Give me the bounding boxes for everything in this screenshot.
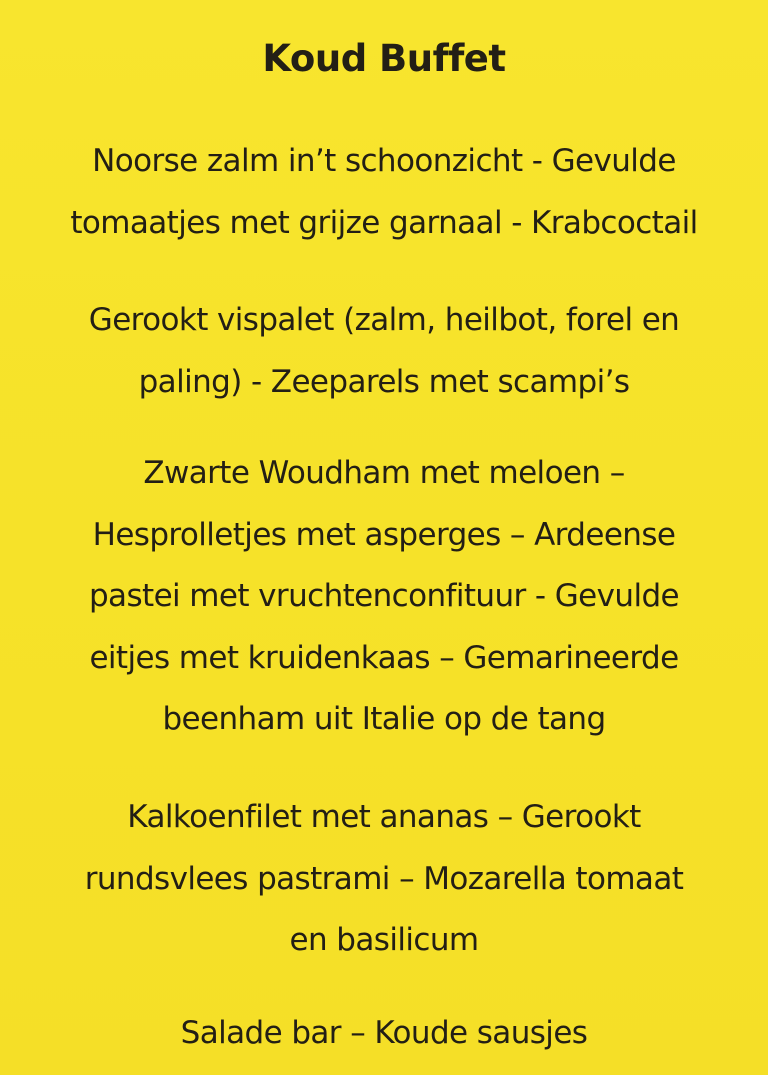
menu-line: Hesprolletjes met asperges – Ardeense <box>92 516 676 553</box>
menu-line: Gerookt vispalet (zalm, heilbot, forel en <box>88 302 680 338</box>
menu-line: Kalkoenfilet met ananas – Gerookt <box>127 799 641 835</box>
menu-section-5 <box>0 1003 768 1065</box>
menu-line: tomaatjes met grijze garnaal - Krabcoctail <box>70 204 698 241</box>
menu-section-1 <box>0 131 768 254</box>
menu-section-4 <box>0 787 768 972</box>
menu-title: Koud Buffet <box>262 37 506 80</box>
menu-line: rundsvlees pastrami – Mozarella tomaat <box>84 860 684 897</box>
menu-line: pastei met vruchtenconfituur - Gevulde <box>88 578 680 614</box>
menu-line: eitjes met kruidenkaas – Gemarineerde <box>89 639 679 676</box>
menu-section-2 <box>0 290 768 413</box>
menu-line: en basilicum <box>289 922 479 958</box>
menu-line: Noorse zalm in’t schoonzicht - Gevulde <box>92 143 676 179</box>
menu-section-3 <box>0 443 768 751</box>
menu-line: beenham uit Italie op de tang <box>162 701 606 737</box>
menu-line: paling) - Zeeparels met scampi’s <box>138 363 630 400</box>
menu-line: Zwarte Woudham met meloen – <box>143 455 625 491</box>
menu-line: Salade bar – Koude sausjes <box>180 1015 588 1051</box>
